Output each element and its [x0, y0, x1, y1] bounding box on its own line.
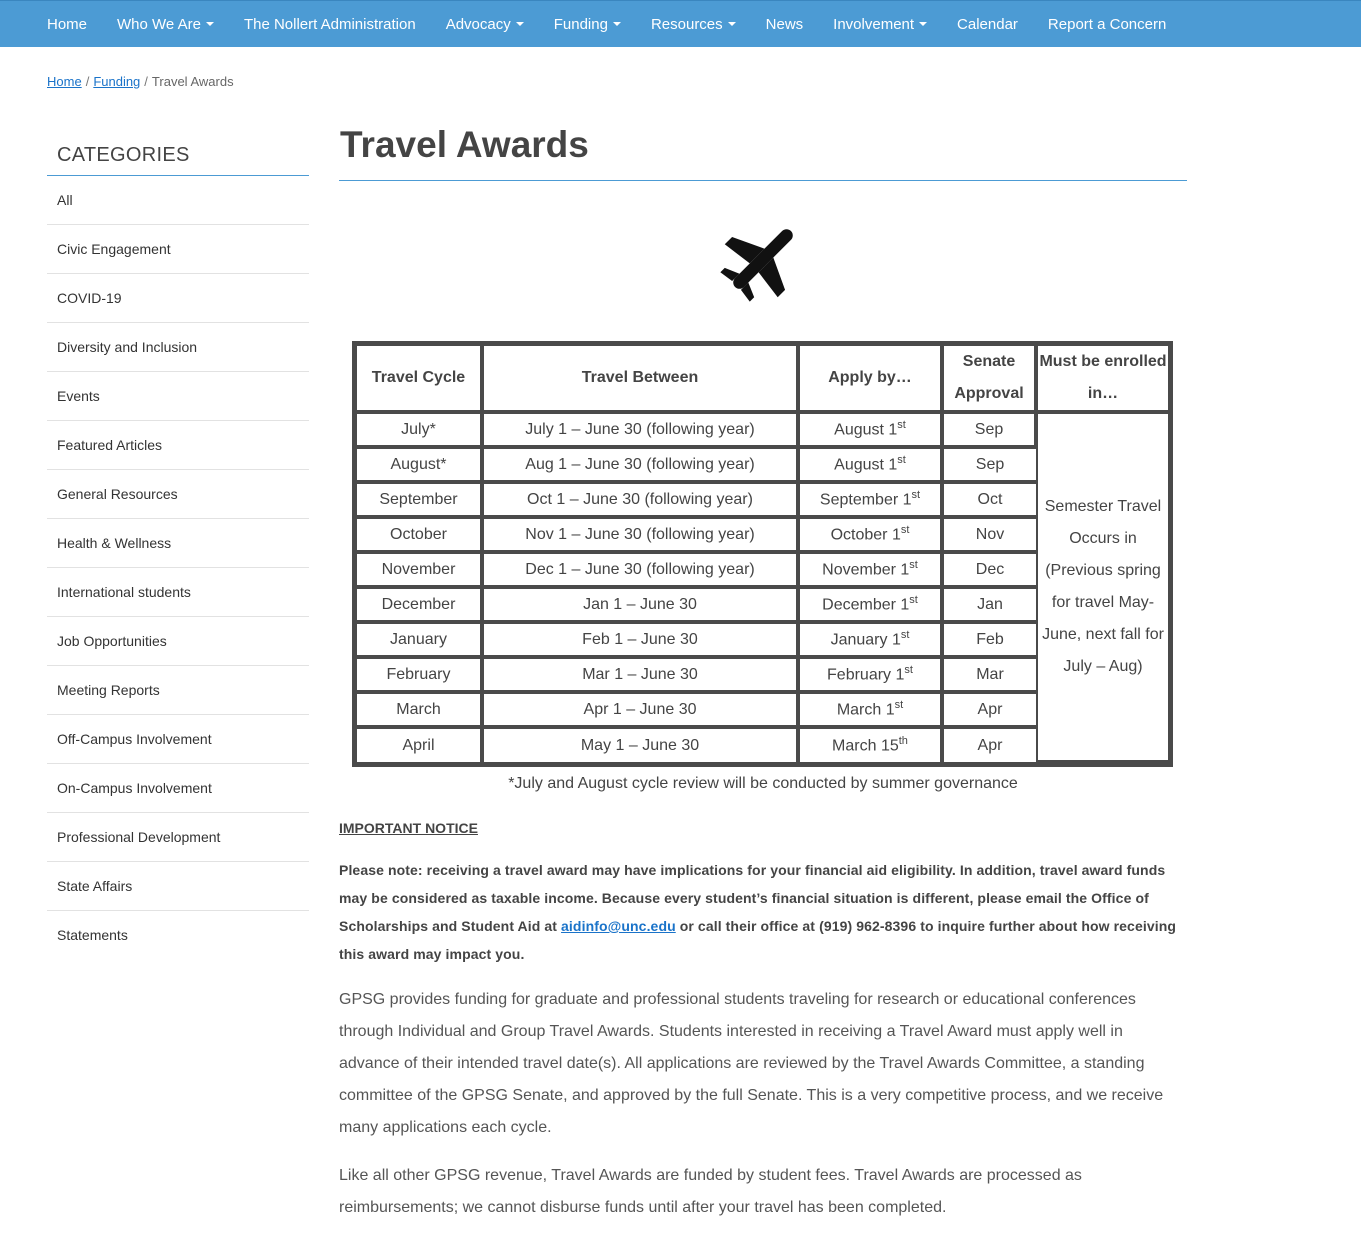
- nav-home[interactable]: [32, 1, 102, 47]
- cell-between: Mar 1 – June 30: [483, 658, 799, 693]
- category-statements[interactable]: Statements: [57, 927, 128, 943]
- cell-between: Apr 1 – June 30: [483, 693, 799, 728]
- breadcrumb-home-link[interactable]: Home: [47, 74, 82, 89]
- header-travel-between: Travel Between: [483, 345, 799, 413]
- nav-funding-label: Funding: [553, 15, 608, 33]
- nav-news[interactable]: [751, 1, 819, 47]
- nav-nollert-label: The Nollert Administration: [243, 15, 416, 33]
- cell-apply: [799, 623, 943, 658]
- caret-down-icon: [919, 22, 927, 26]
- apply-date: August 1: [834, 421, 898, 439]
- cell-apply: [799, 448, 943, 483]
- caret-down-icon: [728, 22, 736, 26]
- cell-apply: [799, 518, 943, 553]
- category-professional-development[interactable]: Professional Development: [47, 813, 309, 862]
- page-title: Travel Awards: [339, 118, 1187, 181]
- cell-between: Aug 1 – June 30 (following year): [483, 448, 799, 483]
- cell-senate: Apr: [943, 728, 1037, 763]
- cell-apply: [799, 588, 943, 623]
- aidinfo-email-link[interactable]: aidinfo@unc.edu: [561, 918, 676, 934]
- cell-cycle: March: [356, 693, 483, 728]
- apply-suffix: st: [909, 594, 918, 607]
- nav-news-label: News: [765, 15, 804, 33]
- category-health-wellness[interactable]: Health & Wellness: [47, 519, 309, 568]
- nav-who-we-are[interactable]: [102, 1, 229, 47]
- cell-senate: Sep: [943, 413, 1037, 448]
- cell-between: Dec 1 – June 30 (following year): [483, 553, 799, 588]
- nav-calendar-label: Calendar: [957, 15, 1018, 33]
- cell-between: Nov 1 – June 30 (following year): [483, 518, 799, 553]
- category-on-campus-involvement[interactable]: On-Campus Involvement: [47, 764, 309, 813]
- cell-cycle: November: [356, 553, 483, 588]
- nav-resources[interactable]: [636, 1, 751, 47]
- cell-apply: [799, 728, 943, 763]
- cell-senate: Mar: [943, 658, 1037, 693]
- cell-between: July 1 – June 30 (following year): [483, 413, 799, 448]
- breadcrumb-separator: /: [85, 74, 90, 89]
- category-civic-engagement[interactable]: Civic Engagement: [47, 225, 309, 274]
- apply-date: September 1: [819, 491, 912, 509]
- apply-suffix: st: [897, 419, 906, 432]
- apply-date: December 1: [822, 596, 910, 614]
- apply-suffix: st: [900, 629, 910, 642]
- category-job-opportunities[interactable]: Job Opportunities: [47, 617, 309, 666]
- cell-apply: [799, 693, 943, 728]
- plane-image-wrap: [339, 181, 1187, 341]
- cell-senate: Apr: [943, 693, 1037, 728]
- category-featured-articles[interactable]: Featured Articles: [47, 421, 309, 470]
- category-state-affairs[interactable]: State Affairs: [47, 862, 309, 911]
- cell-senate: Feb: [943, 623, 1037, 658]
- cell-senate: Oct: [943, 483, 1037, 518]
- main-content: [339, 118, 1187, 1240]
- apply-date: March 15: [832, 737, 899, 755]
- categories-title: CATEGORIES: [47, 144, 309, 176]
- paragraph-funding-intro: GPSG provides funding for graduate and professional students traveling for research or educational conferences through Individual and Group Travel Awards. Students interested in receiving a Travel Award must apply well in advance of their intended travel date(s). All applications are reviewed by the Travel Awards Committee, a standing committee of the GPSG Senate, and approved by the full Senate. This is a very competitive process, and we receive many applications each cycle.: [339, 991, 1164, 1136]
- apply-date: February 1: [827, 666, 905, 684]
- cell-cycle: October: [356, 518, 483, 553]
- nav-home-label: Home: [47, 15, 88, 33]
- table-footnote: *July and August cycle review will be conducted by summer governance: [508, 775, 1018, 792]
- breadcrumb-funding-link[interactable]: Funding: [93, 74, 141, 89]
- nav-nollert-administration[interactable]: [229, 1, 431, 47]
- top-nav: [0, 0, 1361, 47]
- table-header-row: [356, 345, 1169, 413]
- nav-report-concern[interactable]: [1033, 1, 1181, 47]
- apply-date: August 1: [834, 456, 898, 474]
- cell-apply: [799, 553, 943, 588]
- important-notice-text: [339, 856, 1187, 968]
- nav-resources-label: Resources: [650, 15, 723, 33]
- cell-between: Feb 1 – June 30: [483, 623, 799, 658]
- apply-date: March 1: [836, 701, 895, 719]
- apply-suffix: st: [897, 454, 906, 467]
- cell-apply: [799, 658, 943, 693]
- cell-between: Oct 1 – June 30 (following year): [483, 483, 799, 518]
- paragraph-reimbursement: Like all other GPSG revenue, Travel Awards are funded by student fees. Travel Awards are processed as reimbursements; we cannot disburse funds until after your travel has been completed.: [339, 1167, 1082, 1216]
- cell-enrolled: Semester Travel Occurs in (Previous spring for travel May-June, next fall for July – Aug): [1037, 413, 1169, 763]
- breadcrumb-current: Travel Awards: [151, 74, 234, 89]
- notice-text-after: or call their office at (919) 962-8396 to inquire further about how receiving this award may impact you.: [339, 918, 1177, 962]
- cell-cycle: September: [356, 483, 483, 518]
- caret-down-icon: [206, 22, 214, 26]
- category-diversity-inclusion[interactable]: Diversity and Inclusion: [47, 323, 309, 372]
- cell-between: Jan 1 – June 30: [483, 588, 799, 623]
- travel-cycle-table: [352, 341, 1173, 767]
- cell-cycle: December: [356, 588, 483, 623]
- important-notice-title: IMPORTANT NOTICE: [339, 820, 478, 836]
- nav-advocacy[interactable]: [431, 1, 539, 47]
- nav-who-we-are-label: Who We Are: [117, 15, 201, 33]
- apply-date: November 1: [822, 561, 910, 579]
- cell-cycle: February: [356, 658, 483, 693]
- apply-suffix: st: [900, 524, 910, 537]
- header-senate-approval: Senate Approval: [943, 345, 1037, 413]
- category-off-campus-involvement[interactable]: Off-Campus Involvement: [47, 715, 309, 764]
- category-events[interactable]: Events: [47, 372, 309, 421]
- table-row: [356, 413, 1169, 448]
- header-must-be-enrolled: Must be enrolled in…: [1037, 345, 1169, 413]
- apply-suffix: st: [894, 699, 904, 712]
- category-international-students[interactable]: International students: [47, 568, 309, 617]
- cell-cycle: April: [356, 728, 483, 763]
- apply-date: January 1: [830, 631, 901, 649]
- cell-senate: Jan: [943, 588, 1037, 623]
- breadcrumb-separator: /: [144, 74, 148, 89]
- apply-suffix: st: [904, 664, 913, 677]
- apply-suffix: th: [898, 735, 908, 748]
- cell-senate: Dec: [943, 553, 1037, 588]
- airplane-icon: [711, 207, 815, 311]
- cell-senate: Sep: [943, 448, 1037, 483]
- caret-down-icon: [613, 22, 621, 26]
- apply-suffix: st: [911, 489, 921, 502]
- notice-text-before: Please note: receiving a travel award may have implications for your financial aid eligibility. In addition, travel award funds may be considered as taxable income. Because every student’s financial situation is different, please email the Office of Scholarships and Student Aid at: [339, 862, 1166, 934]
- nav-calendar[interactable]: [942, 1, 1033, 47]
- categories-sidebar: [47, 144, 309, 960]
- category-meeting-reports[interactable]: Meeting Reports: [47, 666, 309, 715]
- caret-down-icon: [516, 22, 524, 26]
- nav-funding[interactable]: [539, 1, 636, 47]
- category-all[interactable]: All: [47, 176, 309, 225]
- cell-cycle: August*: [356, 448, 483, 483]
- nav-involvement[interactable]: [818, 1, 942, 47]
- breadcrumb: [47, 74, 234, 89]
- cell-between: May 1 – June 30: [483, 728, 799, 763]
- cell-senate: Nov: [943, 518, 1037, 553]
- cell-cycle: January: [356, 623, 483, 658]
- category-covid-19[interactable]: COVID-19: [47, 274, 309, 323]
- cell-apply: [799, 483, 943, 518]
- nav-involvement-label: Involvement: [833, 15, 915, 33]
- apply-date: October 1: [830, 526, 901, 544]
- category-general-resources[interactable]: General Resources: [47, 470, 309, 519]
- cell-apply: [799, 413, 943, 448]
- apply-suffix: st: [909, 559, 918, 572]
- header-apply-by: Apply by…: [799, 345, 943, 413]
- nav-advocacy-label: Advocacy: [445, 15, 511, 33]
- nav-report-label: Report a Concern: [1047, 15, 1167, 33]
- cell-cycle: July*: [356, 413, 483, 448]
- header-travel-cycle: Travel Cycle: [356, 345, 483, 413]
